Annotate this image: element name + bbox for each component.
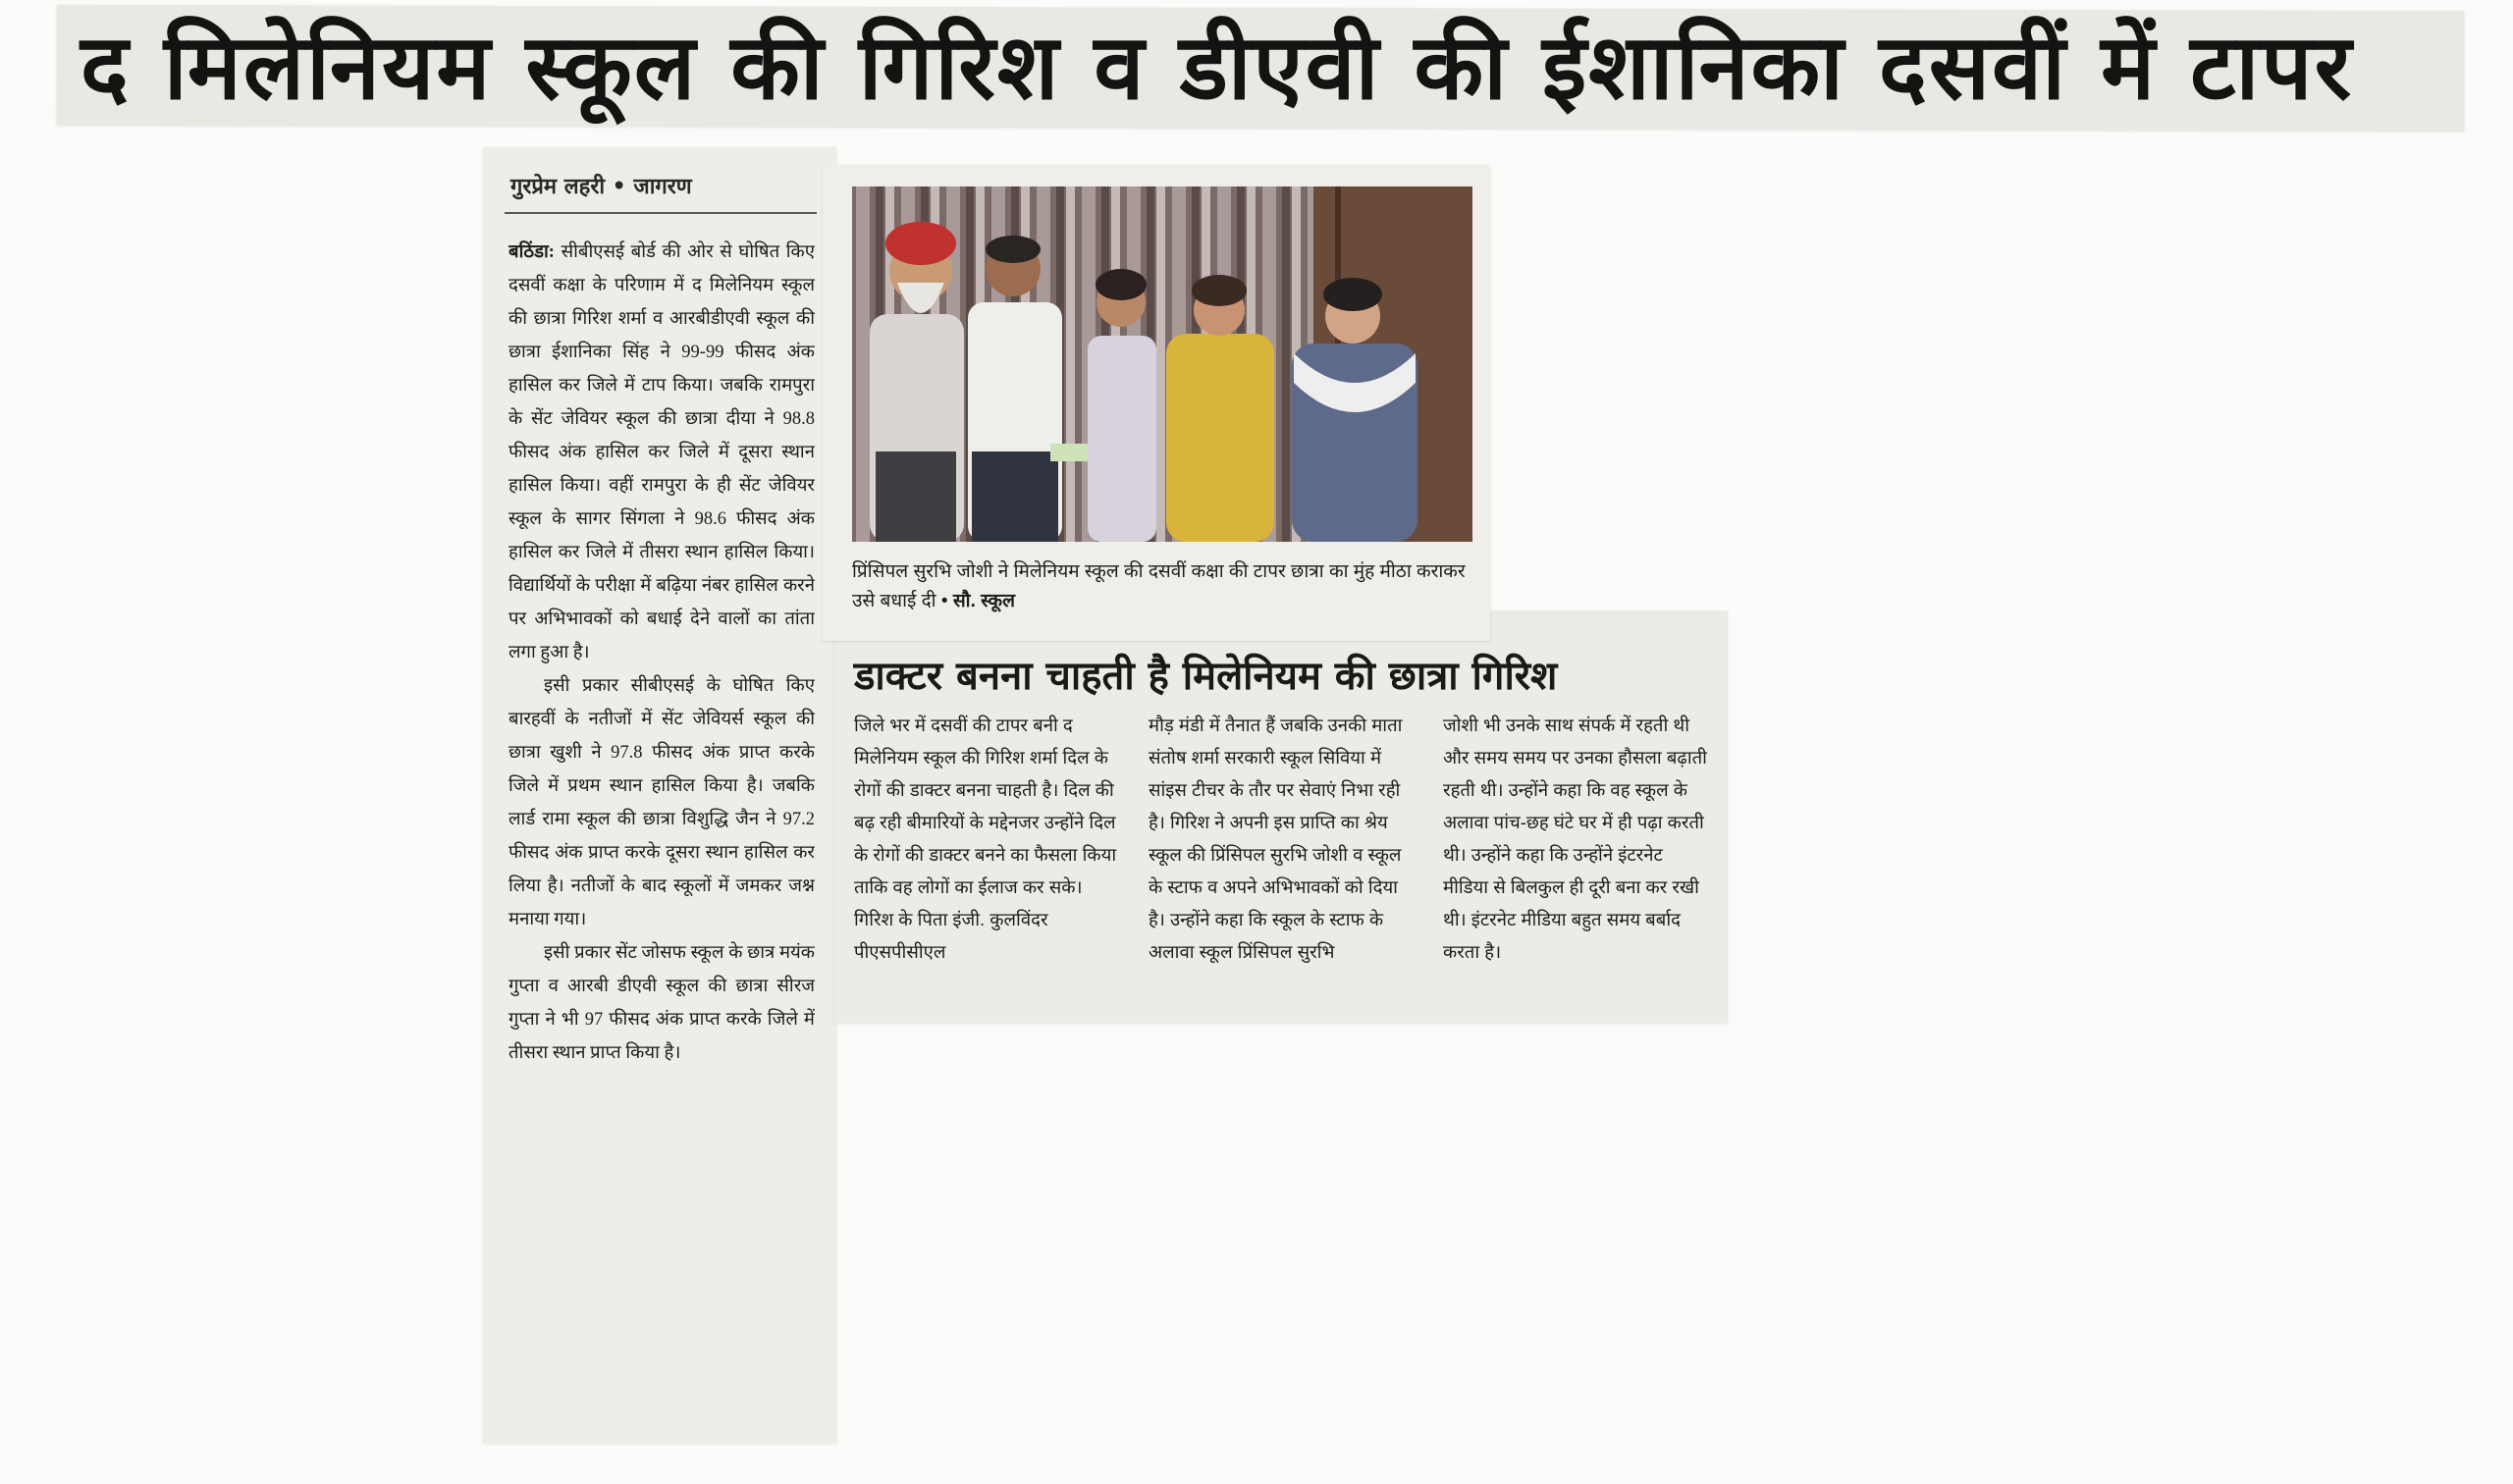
sidebar-story-headline: डाक्टर बनना चाहती है मिलेनियम की छात्रा गिरिश bbox=[854, 654, 1558, 699]
dateline: बठिंडा: bbox=[508, 242, 555, 262]
sidebar-story-column-1: जिले भर में दसवीं की टापर बनी द मिलेनियम स्कूल की गिरिश शर्मा दिल के रोगों की डाक्टर बनना चाहती है। दिल की बढ़ रही बीमारियों के मद्देनजर उन्होंने दिल के रोगों की डाक्टर बनने का फैसला किया ताकि वह लोगों का ईलाज कर सके। गिरिश के पिता इंजी. कुलविंदर पीएसपीसीएल bbox=[854, 715, 1117, 962]
sidebar-story-column-3: जोशी भी उनके साथ संपर्क में रहती थी और समय समय पर उनका हौसला बढ़ाती रहती थी। उन्होंने कहा कि वह स्कूल के अलावा पांच-छह घंटे घर में ही पढ़ा करती थी। उन्होंने कहा कि उन्होंने इंटरनेट मीडिया से बिलकुल ही दूरी बना कर रखी थी। इंटरनेट मीडिया बहुत समय बर्बाद करता है। bbox=[1443, 715, 1707, 962]
sidebar-story bbox=[834, 610, 1728, 1023]
photo-box bbox=[823, 165, 1490, 641]
byline-divider bbox=[505, 212, 817, 214]
byline: गुरप्रेम लहरी • जागरण bbox=[510, 174, 692, 199]
photo-illustration bbox=[852, 186, 1472, 542]
main-story-text bbox=[508, 236, 815, 1423]
main-story-column bbox=[483, 147, 836, 1443]
sidebar-story-columns bbox=[854, 709, 1708, 1013]
photo-caption bbox=[852, 557, 1470, 616]
page-headline: द मिलेनियम स्कूल की गिरिश व डीएवी की ईशानिका दसवीं में टापर bbox=[80, 15, 2354, 120]
photo-caption-text: प्रिंसिपल सुरभि जोशी ने मिलेनियम स्कूल की दसवीं कक्षा की टापर छात्रा का मुंह मीठा कराकर उसे बधाई दी • bbox=[852, 561, 1466, 611]
sidebar-story-column-2: मौड़ मंडी में तैनात हैं जबकि उनकी माता संतोष शर्मा सरकारी स्कूल सिविया में सांइस टीचर के तौर पर सेवाएं निभा रही है। गिरिश ने अपनी इस प्राप्ति का श्रेय स्कूल की प्रिंसिपल सुरभि जोशी व स्कूल के स्टाफ व अपने अभिभावकों को दिया है। उन्होंने कहा कि स्कूल के स्टाफ के अलावा स्कूल प्रिंसिपल सुरभि bbox=[1149, 715, 1403, 962]
main-story-paragraph-1-text: सीबीएसई बोर्ड की ओर से घोषित किए दसवीं कक्षा के परिणाम में द मिलेनियम स्कूल की छात्रा गिरिश शर्मा व आरबीडीएवी स्कूल की छात्रा ईशानिका सिंह ने 99-99 फीसद अंक हासिल कर जिले में टाप किया। जबकि रामपुरा के सेंट जेवियर स्कूल की छात्रा दीया ने 98.8 फीसद अंक हासिल कर जिले में दूसरा स्थान हासिल किया। वहीं रामपुरा के ही सेंट जेवियर स्कूल के सागर सिंगला ने 98.6 फीसद अंक हासिल कर जिले में तीसरा स्थान हासिल किया। विद्यार्थियों के परीक्षा में बढ़िया नंबर हासिल करने पर अभिभावकों को बधाई देने वालों का तांता लगा हुआ है। bbox=[508, 242, 815, 662]
main-story-paragraph-1 bbox=[508, 236, 815, 669]
news-photo bbox=[852, 186, 1472, 542]
main-story-paragraph-2: इसी प्रकार सीबीएसई के घोषित किए बारहवीं के नतीजों में सेंट जेवियर्स स्कूल की छात्रा खुशी ने 97.8 फीसद अंक प्राप्त करके जिले में प्रथम स्थान हासिल किया है। जबकि लार्ड रामा स्कूल की छात्रा विशुद्धि जैन ने 97.2 फीसद अंक प्राप्त करके दूसरा स्थान हासिल कर लिया है। नतीजों के बाद स्कूलों में जमकर जश्न मनाया गया। bbox=[508, 676, 815, 929]
photo-credit: सौ. स्कूल bbox=[952, 591, 1016, 611]
main-story-paragraph-3: इसी प्रकार सेंट जोसफ स्कूल के छात्र मयंक गुप्ता व आरबी डीएवी स्कूल की छात्रा सीरज गुप्ता ने भी 97 फीसद अंक प्राप्त करके जिले में तीसरा स्थान प्राप्त किया है। bbox=[508, 943, 815, 1063]
